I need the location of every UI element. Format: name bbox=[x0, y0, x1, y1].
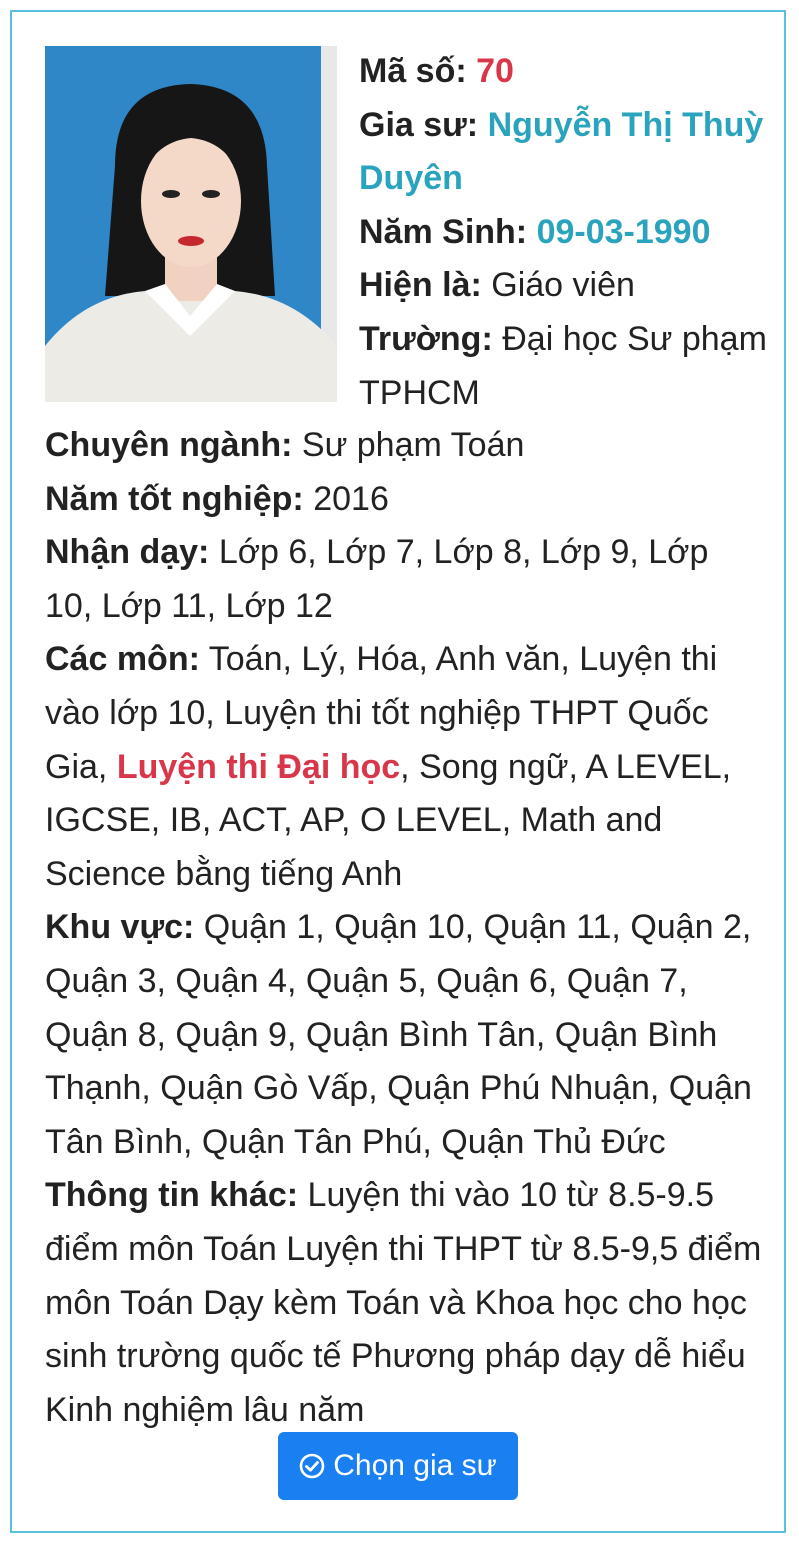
nhan-day-label: Nhận dạy: bbox=[45, 533, 210, 572]
cac-mon-highlight-link[interactable]: Luyện thi Đại học bbox=[116, 747, 401, 786]
hien-la-label: Hiện là: bbox=[359, 266, 482, 305]
chuyen-nganh-row bbox=[45, 419, 765, 473]
khu-vuc-value: Quận 1, Quận 10, Quận 11, Quận 2, Quận 3, Quận 4, Quận 5, Quận 6, Quận 7, Quận 8, Quận 9, Quận Bình Tân, Quận Bình Thạnh, Quận Gò Vấp, Quận Phú Nhuận, Quận Tân Bình, Quận Tân Phú, Quận Thủ Đức bbox=[45, 908, 752, 1161]
chuyen-nganh-value: Sư phạm Toán bbox=[301, 426, 525, 464]
ma-so-row bbox=[359, 45, 769, 99]
nam-tot-nghiep-label: Năm tốt nghiệp: bbox=[45, 479, 304, 518]
ma-so-label: Mã số: bbox=[359, 52, 467, 90]
nam-sinh-label: Năm Sinh: bbox=[359, 212, 528, 251]
hien-la-value: Giáo viên bbox=[491, 266, 635, 305]
cac-mon-row bbox=[45, 633, 765, 901]
cac-mon-value-rest: , Song ngữ, A LEVEL, IGCSE, IB, ACT, AP, O LEVEL, Math and Science bằng tiếng Anh bbox=[45, 747, 732, 893]
check-circle-icon bbox=[299, 1453, 325, 1479]
khu-vuc-row bbox=[45, 901, 765, 1169]
tutor-photo bbox=[45, 46, 337, 402]
nam-sinh-row bbox=[359, 206, 769, 260]
tutor-details bbox=[45, 419, 765, 1437]
truong-row bbox=[359, 313, 769, 420]
nam-sinh-value: 09-03-1990 bbox=[536, 212, 711, 251]
gia-su-label: Gia sư: bbox=[359, 105, 479, 144]
nhan-day-value: Lớp 6, Lớp 7, Lớp 8, Lớp 9, Lớp 10, Lớp 11, Lớp 12 bbox=[45, 533, 709, 625]
thong-tin-row bbox=[45, 1169, 765, 1437]
nam-tot-nghiep-row bbox=[45, 473, 765, 527]
ma-so-value: 70 bbox=[476, 52, 514, 90]
truong-value: Đại học Sư phạm TPHCM bbox=[359, 319, 767, 412]
gia-su-row bbox=[359, 99, 769, 206]
cac-mon-value: Toán, Lý, Hóa, Anh văn, Luyện thi vào lớp 10, Luyện thi tốt nghiệp THPT Quốc Gia, bbox=[45, 640, 718, 786]
thong-tin-value: Luyện thi vào 10 từ 8.5-9.5 điểm môn Toán Luyện thi THPT từ 8.5-9,5 điểm môn Toán Dạy kèm Toán và Khoa học cho học sinh trường quốc tế Phương pháp dạy dễ hiểu Kinh nghiệm lâu năm bbox=[45, 1176, 762, 1429]
choose-tutor-button-label: Chọn gia sư bbox=[333, 1449, 497, 1483]
tutor-name: Nguyễn Thị Thuỳ Duyên bbox=[359, 105, 764, 198]
hien-la-row bbox=[359, 259, 769, 313]
nhan-day-row bbox=[45, 526, 765, 633]
khu-vuc-label: Khu vực: bbox=[45, 908, 195, 947]
chuyen-nganh-label: Chuyên ngành: bbox=[45, 426, 293, 464]
choose-tutor-button[interactable] bbox=[278, 1432, 518, 1500]
truong-label: Trường: bbox=[359, 319, 493, 358]
tutor-header-info bbox=[359, 45, 769, 420]
cac-mon-label: Các môn: bbox=[45, 640, 200, 679]
nam-tot-nghiep-value: 2016 bbox=[313, 479, 389, 518]
tutor-card bbox=[10, 10, 786, 1533]
thong-tin-label: Thông tin khác: bbox=[45, 1176, 299, 1215]
